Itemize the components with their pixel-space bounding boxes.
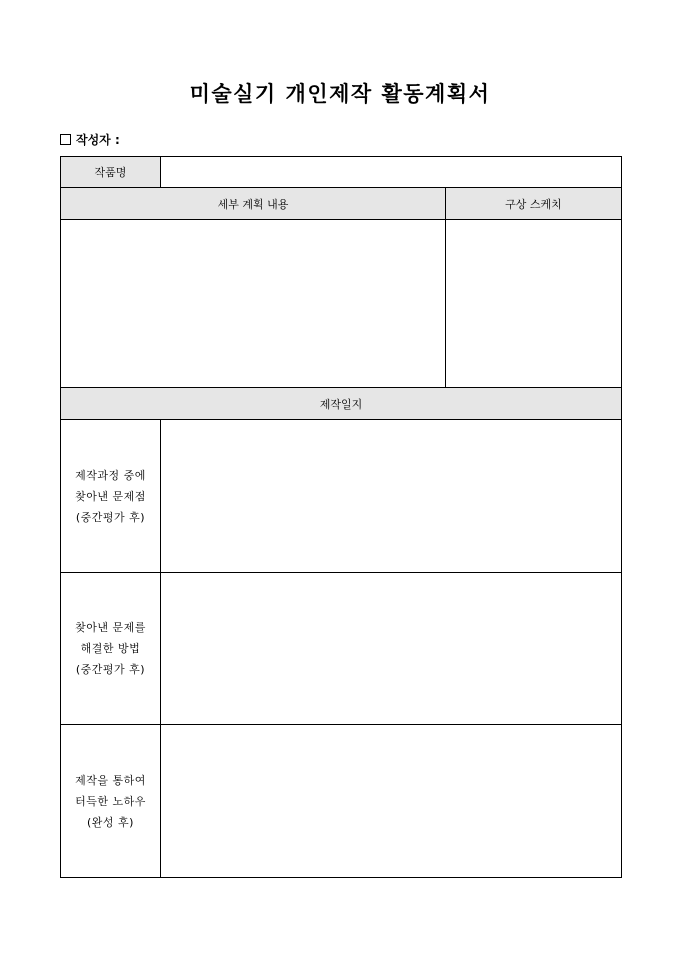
problems-found-label [61,420,161,573]
author-line [60,131,120,148]
solution-method-field[interactable] [161,573,622,725]
label-line: 찾아낸 문제를 [75,621,146,634]
label-line: (완성 후) [87,815,134,829]
sketch-field[interactable] [446,220,622,388]
label-line: 해결한 방법 [80,642,141,655]
solution-method-label [61,573,161,725]
know-how-field[interactable] [161,725,622,878]
label-line: 찾아낸 문제점 [75,489,146,503]
label-line: 제작을 통하여 [75,773,146,787]
label-line: (중간평가 후) [75,663,146,676]
work-name-label: 작품명 [61,157,161,188]
document-title: 미술실기 개인제작 활동계획서 [189,81,491,106]
journal-header: 제작일지 [61,388,622,420]
label-line: (중간평가 후) [75,510,146,524]
author-label: 작성자 : [76,133,120,147]
activity-plan-form [60,156,622,878]
know-how-label [61,725,161,878]
plan-detail-header: 세부 계획 내용 [61,188,446,220]
sketch-header: 구상 스케치 [446,188,622,220]
label-line: 제작과정 중에 [75,468,146,482]
problems-found-field[interactable] [161,420,622,573]
work-name-field[interactable] [161,157,622,188]
plan-detail-field[interactable] [61,220,446,388]
label-line: 터득한 노하우 [75,794,146,808]
checkbox-icon[interactable] [60,134,71,145]
